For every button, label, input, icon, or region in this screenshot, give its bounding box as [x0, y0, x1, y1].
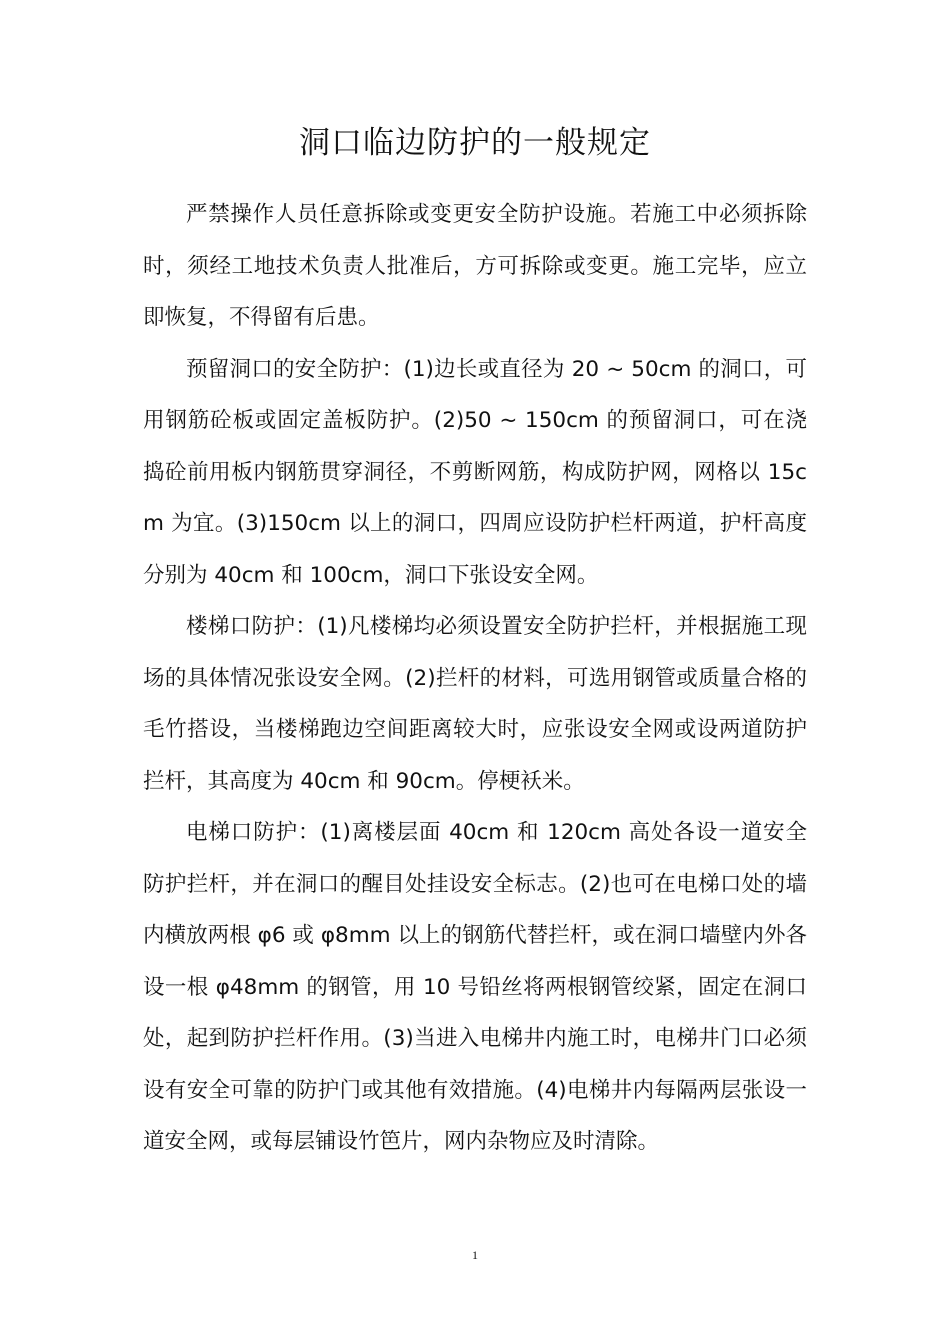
- document-title: 洞口临边防护的一般规定: [299, 125, 651, 161]
- document-body: [143, 189, 807, 1168]
- paragraph-elevator-openings: 电梯口防护：(1)离楼层面 40cm 和 120cm 高处各设一道安全防护拦杆，并在洞口的醒目处挂设安全标志。(2)也可在电梯口处的墙内横放两根 φ6 或 φ8mm 以上的钢筋代替拦杆，或在洞口墙壁内外各设一根 φ48mm 的钢管，用 10 号铅丝将两根钢管绞紧，固定在洞口处，起到防护拦杆作用。(3)当进入电梯井内施工时，电梯井门口必须设有安全可靠的防护门或其他有效措施。(4)电梯井内每隔两层张设一道安全网，或每层铺设竹笆片，网内杂物应及时清除。: [143, 820, 807, 1154]
- page-number: 1: [472, 1248, 478, 1262]
- paragraph-general-rule: 严禁操作人员任意拆除或变更安全防护设施。若施工中必须拆除时，须经工地技术负责人批准后，方可拆除或变更。施工完毕，应立即恢复，不得留有后患。: [143, 202, 807, 330]
- paragraph-reserved-openings: 预留洞口的安全防护：(1)边长或直径为 20 ~ 50cm 的洞口，可用钢筋砼板或固定盖板防护。(2)50 ~ 150cm 的预留洞口，可在浇捣砼前用板内钢筋贯穿洞径，不剪断网筋，构成防护网，网格以 15cm 为宜。(3)150cm 以上的洞口，四周应设防护栏杆两道，护杆高度分别为 40cm 和 100cm，洞口下张设安全网。: [143, 356, 807, 588]
- paragraph-stairway-openings: 楼梯口防护：(1)凡楼梯均必须设置安全防护拦杆，并根据施工现场的具体情况张设安全网。(2)拦杆的材料，可选用钢管或质量合格的毛竹搭设，当楼梯跑边空间距离较大时，应张设安全网或设两道防护拦杆，其高度为 40cm 和 90cm。停梗袄米。: [143, 614, 807, 794]
